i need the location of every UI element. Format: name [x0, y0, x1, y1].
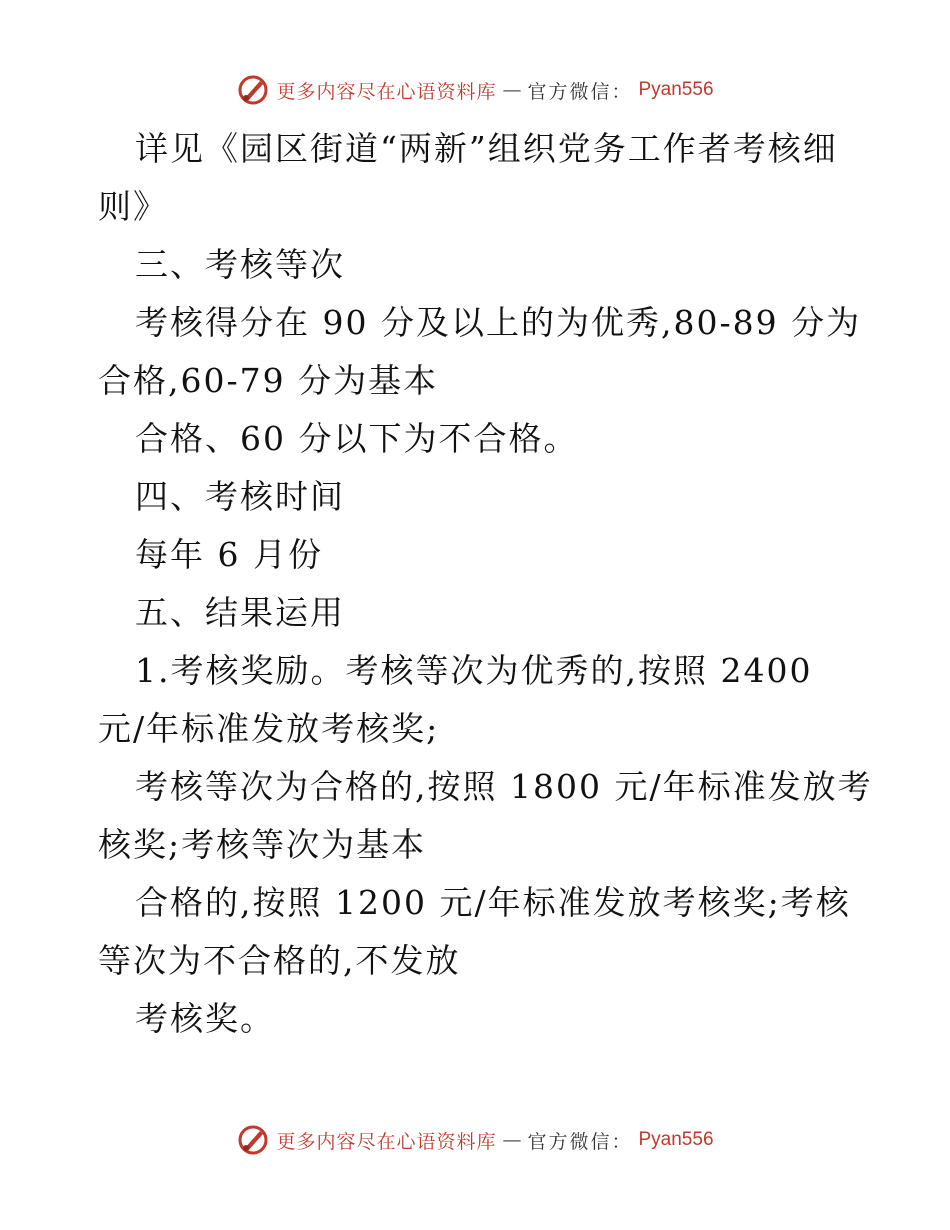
banner-text: 更多内容尽在心语资料库	[276, 80, 497, 103]
paragraph-line: 1.考核奖励。考核等次为优秀的,按照 2400	[135, 651, 813, 690]
banner-text: 更多内容尽在心语资料库	[276, 1130, 497, 1153]
brush-logo-icon	[236, 73, 270, 107]
document-body	[98, 120, 873, 1048]
paragraph-line: 核奖;考核等次为基本	[98, 825, 427, 864]
paragraph-line: 每年 6 月份	[135, 535, 323, 574]
paragraph-line: 元/年标准发放考核奖;	[98, 709, 440, 748]
banner-separator: —	[502, 1129, 522, 1151]
header-banner	[0, 70, 950, 110]
banner-wechat-id: Pyan556	[638, 79, 714, 100]
paragraph-line: 考核等次为合格的,按照 1800 元/年标准发放考	[135, 767, 873, 806]
section-heading: 三、考核等次	[135, 245, 345, 284]
paragraph-line: 合格,60-79 分为基本	[98, 361, 439, 400]
banner-wechat-label: 官方微信：	[527, 80, 633, 103]
footer-banner	[0, 1120, 950, 1160]
section-heading: 五、结果运用	[135, 593, 345, 632]
paragraph-line: 考核奖。	[135, 999, 275, 1038]
paragraph-line: 考核得分在 90 分及以上的为优秀,80-89 分为	[135, 303, 862, 342]
section-heading: 四、考核时间	[135, 477, 345, 516]
paragraph-line: 合格的,按照 1200 元/年标准发放考核奖;考核	[135, 883, 851, 922]
brush-logo-icon	[236, 1123, 270, 1157]
paragraph-line: 则》	[98, 187, 168, 226]
banner-separator: —	[502, 79, 522, 101]
paragraph-line: 等次为不合格的,不发放	[98, 941, 461, 980]
banner-wechat-label: 官方微信：	[527, 1130, 633, 1153]
paragraph-line: 详见《园区街道“两新”组织党务工作者考核细	[135, 129, 838, 168]
paragraph-line: 合格、60 分以下为不合格。	[135, 419, 579, 458]
banner-wechat-id: Pyan556	[638, 1129, 714, 1150]
